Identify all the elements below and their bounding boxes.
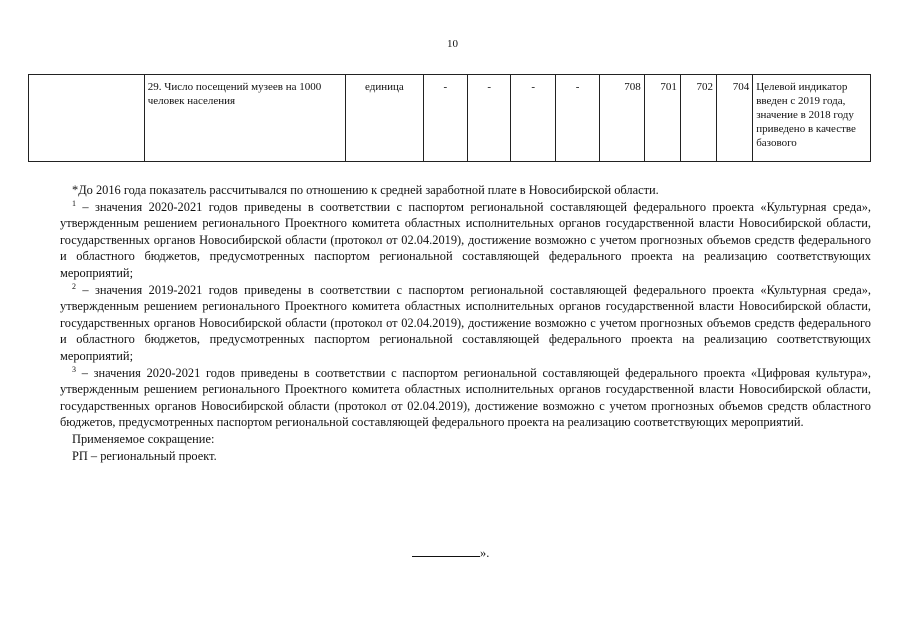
signature-line — [412, 546, 480, 557]
abbreviation-item: РП – региональный проект. — [72, 448, 217, 463]
closing-mark — [412, 546, 489, 561]
value-cell: 708 — [600, 75, 644, 162]
indicators-table — [28, 74, 871, 162]
footnote-text: – значения 2020-2021 годов приведены в соответствии с паспортом региональной составляющей федерального проекта «Культурная среда», утвержденным решением регионального Проектного комитета областных исполнительных органов государственной власти Новосибирской области, государственных органов Новосибирской области (протокол от 02.04.2019), достижение возможно с учетом прогнозных объемов средств федерального и областного бюджетов, предусмотренных паспортом региональной составляющей федерального проекта на реализацию соответствующих мероприятий; — [60, 199, 871, 280]
value-cell: 701 — [644, 75, 680, 162]
table-row — [29, 75, 871, 162]
unit-cell: единица — [346, 75, 423, 162]
footnote-mark: 3 — [72, 364, 76, 374]
footnote-mark: 2 — [72, 281, 76, 291]
value-cell: 704 — [717, 75, 753, 162]
footnote-text: – значения 2019-2021 годов приведены в соответствии с паспортом региональной составляющей федерального проекта «Культурная среда», утвержденным решением регионального Проектного комитета областных исполнительных органов государственной власти Новосибирской области, государственных органов Новосибирской области (протокол от 02.04.2019), достижение возможно с учетом прогнозных объемов средств федерального и областного бюджетов, предусмотренных паспортом региональной составляющей федерального проекта на реализацию соответствующих мероприятий; — [60, 282, 871, 363]
value-cell: - — [511, 75, 555, 162]
indicator-name-cell: 29. Число посещений музеев на 1000 человек населения — [144, 75, 345, 162]
footnote-3 — [60, 365, 871, 431]
value-cell: - — [423, 75, 467, 162]
value-cell: - — [468, 75, 511, 162]
footnote-1 — [60, 199, 871, 282]
closing-quote: ». — [480, 546, 490, 560]
footnote-text: – значения 2020-2021 годов приведены в соответствии с паспортом региональной составляющей федерального проекта «Цифровая культура», утвержденным решением регионального Проектного комитета областных исполнительных органов государственной власти Новосибирской области, государственных органов Новосибирской области (протокол от 02.04.2019), достижение возможно с учетом прогнозных объемов средств областного бюджетов, предусмотренных паспортом региональной составляющей федерального проекта на реализацию соответствующих мероприятий. — [60, 365, 871, 430]
blank-cell — [29, 75, 145, 162]
page-number: 10 — [447, 38, 458, 50]
footnote-2 — [60, 282, 871, 365]
star-note: *До 2016 года показатель рассчитывался по отношению к средней заработной плате в Новосибирской области. — [72, 183, 659, 197]
footnote-mark: 1 — [72, 198, 76, 208]
footnotes — [60, 182, 871, 464]
abbreviation-heading: Применяемое сокращение: — [72, 431, 215, 446]
value-cell: 702 — [680, 75, 716, 162]
value-cell: - — [555, 75, 599, 162]
note-cell: Целевой индикатор введен с 2019 года, значение в 2018 году приведено в качестве базового — [753, 75, 871, 162]
